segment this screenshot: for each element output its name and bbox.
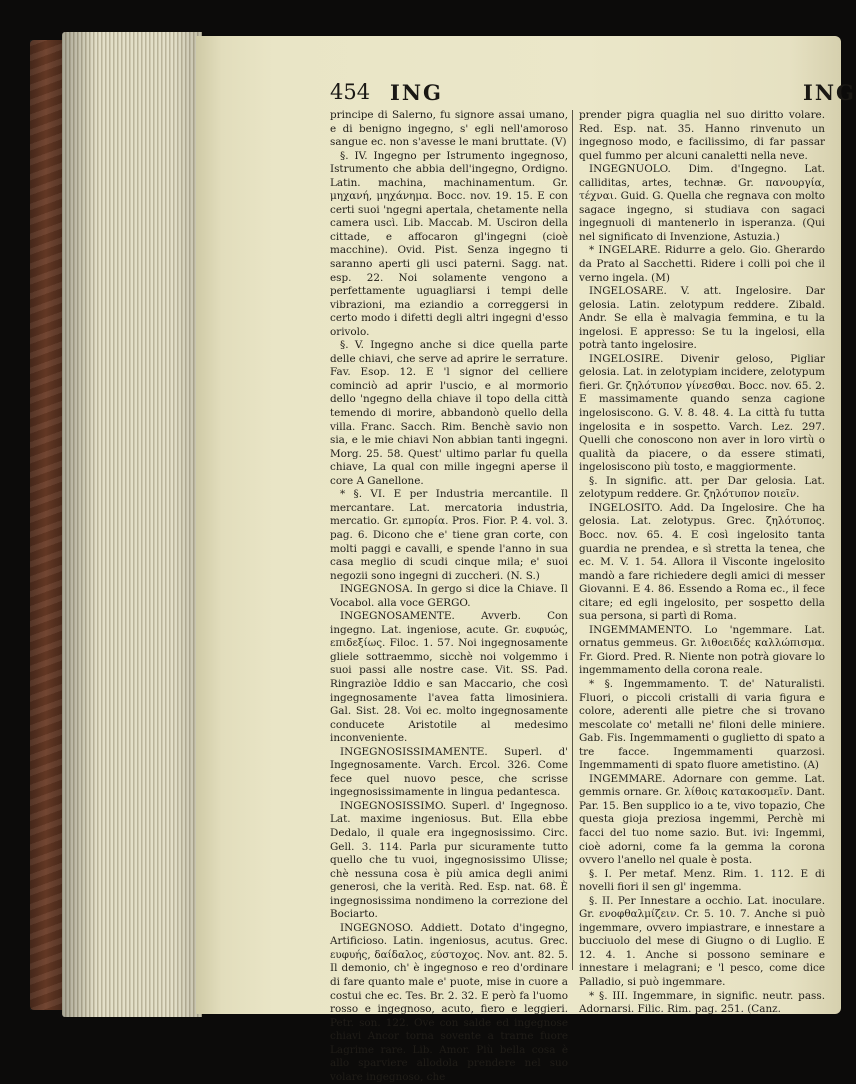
left-column: [330, 109, 568, 1084]
running-headword-right: ING: [803, 80, 856, 105]
entry-paragraph: prender pigra quaglia nel suo diritto volare. Red. Esp. nat. 35. Hanno rinvenuto un ingegnoso modo, e facilissimo, di far passar quel fummo per alcuni canaletti nella neve.: [579, 109, 825, 162]
entry-paragraph: INGEGNOSISSIMAMENTE. Superl. d' Ingegnosamente. Varch. Ercol. 326. Come fece quel nuovo pesce, che scrisse ingegnosissimamente in lingua pedantesca.: [330, 745, 568, 799]
entry-paragraph: INGEMMARE. Adornare con gemme. Lat. gemmis ornare. Gr. λίθοις κατακοσμεῖν. Dant. Par. 15. Ben supplico io a te, vivo topazio, Che questa gioja preziosa ingemmi, Perchè mi facci del tuo nome sazio. But. ivi: Ingemmi, cioè adorni, come fa la gemma la corona ovvero l'anello nel quale è posta.: [579, 772, 825, 867]
column-divider: [572, 110, 573, 970]
entry-paragraph: INGEGNOSO. Addiett. Dotato d'ingegno, Artificioso. Latin. ingeniosus, acutus. Grec. ευφυής, δαίδαλος, εύστοχος. Nov. ant. 82. 5. Il demonio, ch' è ingegnoso e reo d'ordinare di fare quanto male e' puote, mise in cuore a costui che ec. Tes. Br. 2. 32. E però fa l'uomo rosso e ingegnoso, acuto, fiero e leggieri. Petr. son. 122. Ove con salde ed ingegnose chiavi Ancor torna sovente a trarne fuore Lagrime rare. Lib. Amor. Più bella cosa è allo sparviere allodola prendere nel suo volare ingegnoso, che: [330, 921, 568, 1083]
entry-paragraph: INGELOSIRE. Divenir geloso, Pigliar gelosia. Lat. in zelotypiam incidere, zelotypum fieri. Gr. ζηλότυπον γίνεσθαι. Bocc. nov. 65. 2. E massimamente quando senza cagione ingelosiscono. G. V. 8. 48. 4. La città fu tutta ingelosita e in sospetto. Varch. Lez. 297. Quelli che conoscono non aver in loro virtù o qualità da piacere, o da essere stimati, ingelosiscono più tosto, e maggiormente.: [579, 352, 825, 474]
entry-paragraph: INGELOSARE. V. att. Ingelosire. Dar gelosia. Latin. zelotypum reddere. Zibald. Andr. Se ella è malvagia femmina, e tu la ingelosi. E appresso: Se tu la ingelosi, ella potrà tanto ingelosire.: [579, 285, 825, 352]
entry-paragraph: * INGELARE. Ridurre a gelo. Gio. Gherardo da Prato al Sacchetti. Ridere i colli poi che il verno ingela. (M): [579, 244, 825, 284]
page-edges: [62, 32, 202, 1017]
entry-paragraph: §. IV. Ingegno per Istrumento ingegnoso, Istrumento che abbia dell'ingegno, Ordigno. Latin. machina, machinamentum. Gr. μηχανή, μηχάνημα. Bocc. nov. 19. 15. E con certi suoi 'ngegni apertala, chetamente nella camera uscì. Lib. Maccab. M. Usciron della cittade, e affocaron gl'ingegni (cioè macchine). Ovid. Pist. Senza ingegno ti saranno aperti gli usci paterni. Sagg. nat. esp. 22. Noi solamente vengono a perfettamente uguagliarsi i tempi delle vibrazioni, ma eziandio a correggersi in certo modo i difetti degli altri ingegni d'esso orivolo.: [330, 149, 568, 338]
dictionary-page: [196, 36, 856, 1083]
entry-paragraph: INGEGNOSISSIMO. Superl. d' Ingegnoso. Lat. maxime ingeniosus. But. Ella ebbe Dedalo, il quale era ingegnosissimo. Circ. Gell. 3. 114. Parla pur sicuramente tutto quello che tu vuoi, ingegnosissimo Ulisse; chè nessuna cosa è più amica degli animi generosi, che la verità. Red. Esp. nat. 68. È ingegnosissima nondimeno la correzione del Bociarto.: [330, 799, 568, 921]
entry-paragraph: * §. VI. E per Industria mercantile. Il mercantare. Lat. mercatoria industria, mercatio. Gr. εμπορία. Pros. Fior. P. 4. vol. 3. pag. 6. Dicono che e' tiene gran corte, con molti paggi e cavalli, e spende l'anno in sua casa meglio di scudi cinque mila; e' suoi negozii sono ingegni di zuccheri. (N. S.): [330, 488, 568, 582]
entry-paragraph: §. I. Per metaf. Menz. Rim. 1. 112. E di novelli fiori il sen gl' ingemma.: [579, 867, 825, 894]
page-number: 454: [330, 80, 371, 104]
entry-paragraph: §. II. Per Innestare a occhio. Lat. inoculare. Gr. ενοφθαλμίζειν. Cr. 5. 10. 7. Anche si può ingemmare, ovvero impiastrare, e innestare a bucciuolo del mese di Giugno o di Luglio. E 12. 4. 1. Anche si possono seminare e innestare i melagrani; e 'l pesco, come dice Palladio, si può ingemmare.: [579, 894, 825, 988]
entry-paragraph: §. In signific. att. per Dar gelosia. Lat. zelotypum reddere. Gr. ζηλότυπον ποιεῖν.: [579, 474, 825, 501]
entry-paragraph: principe di Salerno, fu signore assai umano, e di benigno ingegno, s' egli nell'amoroso sangue ec. non s'avesse le mani bruttate. (V): [330, 109, 568, 149]
entry-paragraph: INGEGNUOLO. Dim. d'Ingegno. Lat. calliditas, artes, technæ. Gr. πανουργία, τέχναι. Guid. G. Quella che regnava con molto sagace ingegno, si studiava con sagaci ingegnuoli di mantenerlo in isperanza. (Qui nel significato di Invenzione, Astuzia.): [579, 163, 825, 243]
entry-paragraph: §. V. Ingegno anche si dice quella parte delle chiavi, che serve ad aprire le serrature. Fav. Esop. 12. E 'l signor del celliere cominciò ad aprir l'uscio, e al mormorio dello 'ngegno della chiave il topo della città temendo di morire, abbandonò quello della villa. Franc. Sacch. Rim. Benchè savio non sia, e le mie chiavi Non abbian tanti ingegni. Morg. 25. 58. Quest' ultimo parlar fu quella chiave, La qual con mille ingegni aperse il core A Ganellone.: [330, 339, 568, 487]
entry-paragraph: * §. III. Ingemmare, in signific. neutr. pass. Adornarsi. Filic. Rim. pag. 251. (Canz.: [579, 989, 825, 1016]
running-headword-left: ING: [390, 80, 443, 105]
entry-paragraph: INGELOSITO. Add. Da Ingelosire. Che ha gelosia. Lat. zelotypus. Grec. ζηλότυπος. Bocc. nov. 65. 4. E così ingelosito tanta guardia ne prendea, e sì stretta la tenea, che ec. M. V. 1. 54. Allora il Visconte ingelosito mandò a fare richiedere degli amici di messer Giovanni. E 4. 86. Essendo a Roma ec., il fece citare; ed egli ingelosito, per sospetto della sua persona, si partì di Roma.: [579, 501, 825, 623]
right-column: [579, 109, 825, 1017]
entry-paragraph: * §. Ingemmamento. T. de' Naturalisti. Fluori, o piccoli cristalli di varia figura e colore, aderenti alle pietre che si trovano mescolate co' metalli ne' filoni delle miniere. Gab. Fis. Ingemmamenti o guglietto di spato a tre facce. Ingemmamenti quarzosi. Ingemmamenti di spato fluore ametistino. (A): [579, 677, 825, 772]
entry-paragraph: INGEGNOSA. In gergo si dice la Chiave. Il Vocabol. alla voce GERGO.: [330, 583, 568, 609]
entry-paragraph: INGEMMAMENTO. Lo 'ngemmare. Lat. ornatus gemmeus. Gr. λιθοειδές καλλώπισμα. Fr. Giord. Pred. R. Niente non potrà giovare lo ingemmamento della corona reale.: [579, 623, 825, 677]
entry-paragraph: INGEGNOSAMENTE. Avverb. Con ingegno. Lat. ingeniose, acute. Gr. ευφυώς, επιδεξίως. Filoc. 1. 57. Noi ingegnosamente gliele sottraemmo, sicchè noi volgemmo i suoi passi alle nostre case. Vit. SS. Pad. Ringraziòe Iddio e san Maccario, che così ingegnosamente l'avea fatta limosiniera. Gal. Sist. 28. Voi ec. molto ingegnosamente conducete Aristotile al medesimo inconveniente.: [330, 610, 568, 745]
page-header: [330, 80, 856, 106]
